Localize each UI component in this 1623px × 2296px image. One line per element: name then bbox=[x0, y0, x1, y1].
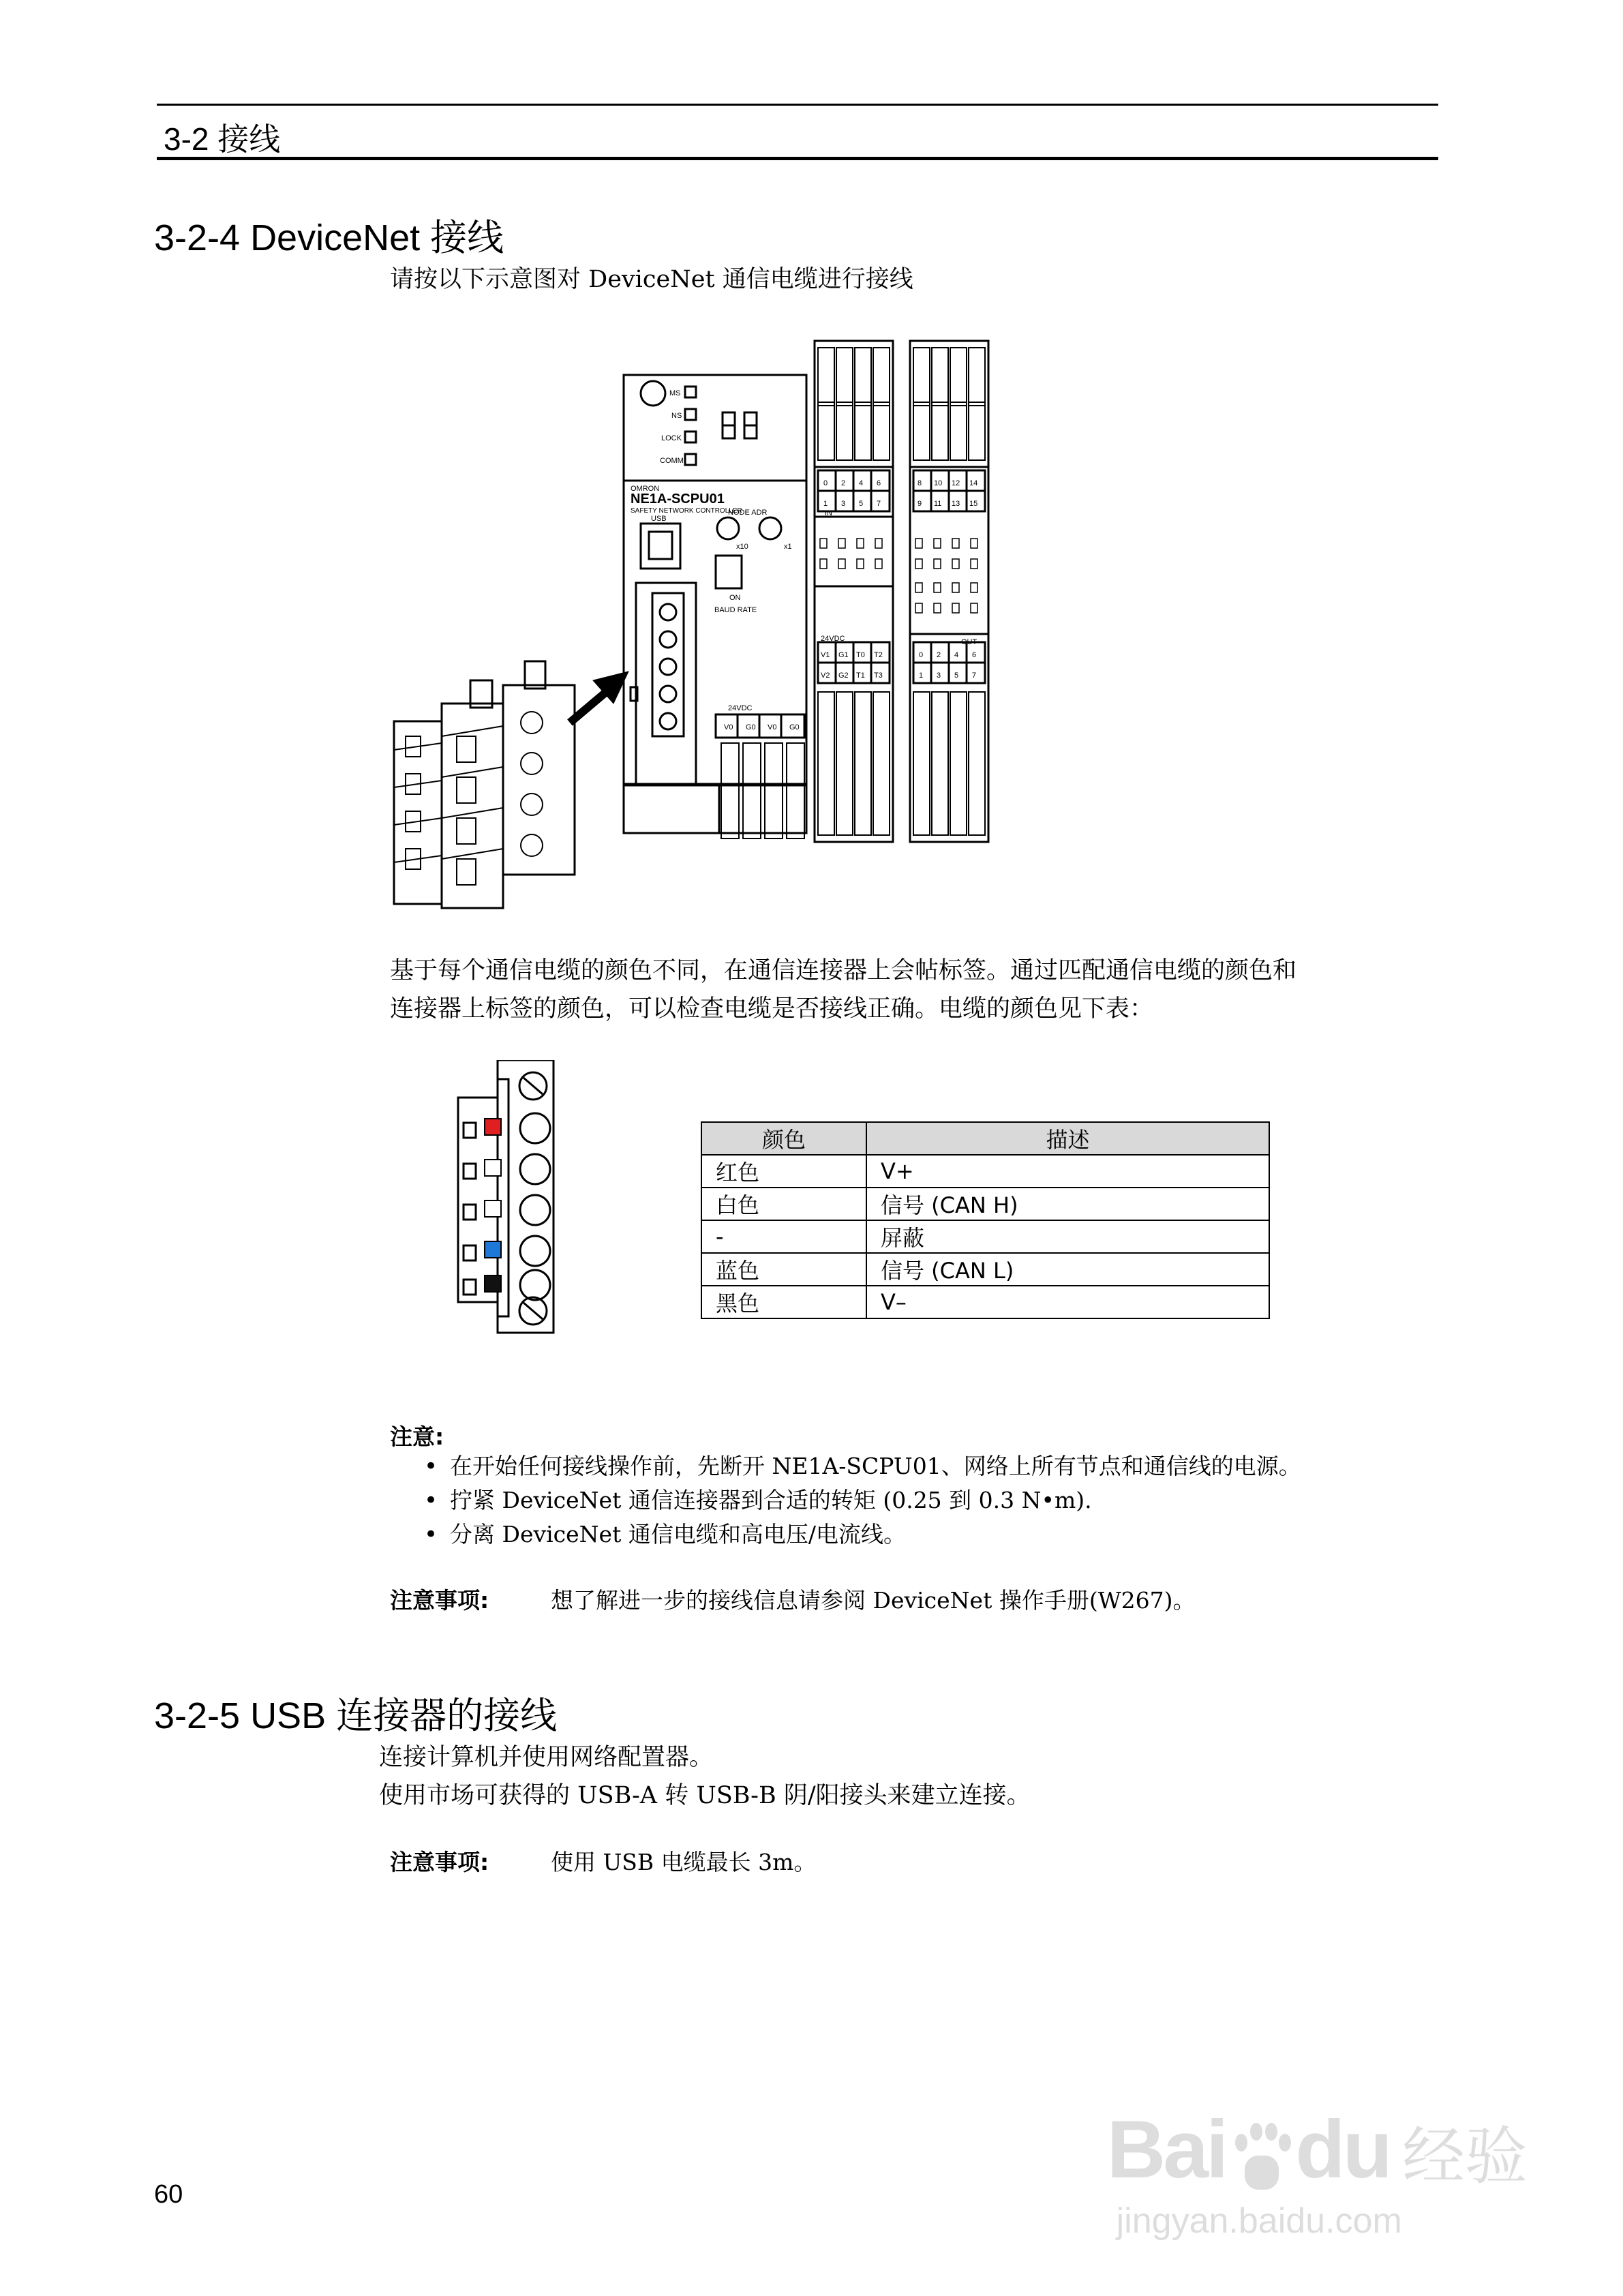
svg-text:NODE ADR: NODE ADR bbox=[728, 509, 768, 517]
svg-text:1: 1 bbox=[919, 671, 924, 680]
connector-color-diagram bbox=[457, 1060, 579, 1340]
swatch-black bbox=[484, 1275, 502, 1293]
caution-label-1: 注意事项: bbox=[390, 1587, 489, 1614]
paragraph-line-1: 基于每个通信电缆的颜色不同，在通信连接器上会帖标签。通过匹配通信电缆的颜色和 bbox=[390, 957, 1297, 984]
svg-text:G0: G0 bbox=[789, 723, 800, 731]
svg-text:NE1A-SCPU01: NE1A-SCPU01 bbox=[631, 492, 725, 507]
svg-text:3: 3 bbox=[841, 500, 846, 508]
svg-text:6: 6 bbox=[877, 479, 881, 487]
svg-text:24VDC: 24VDC bbox=[821, 635, 845, 643]
header-color: 颜色 bbox=[701, 1122, 866, 1155]
swatch-shield bbox=[484, 1200, 502, 1218]
section-heading-3-2-5: 3-2-5 USB 连接器的接线 bbox=[154, 1695, 558, 1736]
usb-line-1: 连接计算机并使用网络配置器。 bbox=[379, 1744, 714, 1771]
svg-text:G0: G0 bbox=[746, 723, 756, 731]
list-item: • 拧紧 DeviceNet 通信连接器到合适的转矩 (0.25 到 0.3 N•m). bbox=[421, 1483, 1444, 1517]
svg-text:NS: NS bbox=[671, 412, 682, 420]
svg-text:SAFETY NETWORK CONTROLLER: SAFETY NETWORK CONTROLLER bbox=[631, 507, 742, 515]
svg-text:0: 0 bbox=[919, 651, 924, 659]
svg-text:9: 9 bbox=[917, 500, 922, 508]
loose-connector bbox=[394, 661, 575, 908]
svg-text:14: 14 bbox=[969, 479, 978, 487]
header-top-rule bbox=[157, 104, 1438, 106]
svg-text:2: 2 bbox=[937, 651, 941, 659]
svg-text:24VDC: 24VDC bbox=[728, 704, 753, 712]
swatch-white bbox=[484, 1159, 502, 1177]
header-description: 描述 bbox=[866, 1122, 1269, 1155]
svg-text:ON: ON bbox=[729, 594, 741, 602]
svg-text:OUT: OUT bbox=[961, 638, 977, 646]
usb-paragraph bbox=[379, 1738, 1031, 1815]
svg-text:G1: G1 bbox=[838, 651, 849, 659]
page-number: 60 bbox=[154, 2180, 183, 2209]
svg-text:4: 4 bbox=[954, 651, 959, 659]
list-item: • 分离 DeviceNet 通信电缆和高电压/电流线。 bbox=[421, 1517, 1444, 1552]
svg-text:G2: G2 bbox=[838, 671, 849, 680]
watermark-brand2: du bbox=[1295, 2104, 1390, 2195]
swatch-red bbox=[484, 1118, 502, 1136]
svg-text:V0: V0 bbox=[724, 723, 733, 731]
color-label-paragraph bbox=[390, 952, 1296, 1028]
svg-text:BAUD RATE: BAUD RATE bbox=[714, 606, 757, 614]
svg-text:OMRON: OMRON bbox=[631, 485, 660, 493]
paw-icon bbox=[1230, 2121, 1291, 2196]
watermark-brand-cn: 经验 bbox=[1401, 2120, 1528, 2193]
svg-text:USB: USB bbox=[651, 515, 667, 523]
svg-text:V1: V1 bbox=[821, 651, 830, 659]
list-item: • 在开始任何接线操作前，先断开 NE1A-SCPU01、网络上所有节点和通信线的电源。 bbox=[421, 1449, 1444, 1483]
svg-text:MS: MS bbox=[669, 389, 681, 397]
baidu-watermark bbox=[1107, 2102, 1528, 2241]
svg-text:V2: V2 bbox=[821, 671, 830, 680]
svg-text:x10: x10 bbox=[736, 543, 748, 551]
table-row: - 屏蔽 bbox=[701, 1220, 1269, 1253]
svg-text:LOCK: LOCK bbox=[661, 434, 682, 442]
caution-text-1: 想了解进一步的接线信息请参阅 DeviceNet 操作手册(W267)。 bbox=[551, 1587, 1196, 1614]
svg-text:8: 8 bbox=[917, 479, 922, 487]
section-heading-3-2-4: 3-2-4 DeviceNet 接线 bbox=[154, 217, 504, 258]
usb-line-2: 使用市场可获得的 USB-A 转 USB-B 阴/阳接头来建立连接。 bbox=[379, 1782, 1031, 1809]
table-row: 白色 信号 (CAN H) bbox=[701, 1188, 1269, 1220]
svg-text:IN: IN bbox=[825, 509, 832, 517]
svg-text:1: 1 bbox=[823, 500, 828, 508]
svg-text:6: 6 bbox=[972, 651, 977, 659]
watermark-brand: Bai bbox=[1106, 2104, 1226, 2195]
svg-text:7: 7 bbox=[972, 671, 977, 680]
svg-text:5: 5 bbox=[859, 500, 864, 508]
notes-list bbox=[421, 1449, 1444, 1552]
svg-text:5: 5 bbox=[954, 671, 959, 680]
caution-text-2: 使用 USB 电缆最长 3m。 bbox=[551, 1849, 817, 1875]
svg-text:7: 7 bbox=[877, 500, 881, 508]
section-header: 3-2 接线 bbox=[164, 121, 281, 157]
svg-text:COMM: COMM bbox=[660, 457, 684, 465]
header-bottom-rule bbox=[157, 157, 1438, 160]
svg-text:13: 13 bbox=[952, 500, 960, 508]
watermark-url: jingyan.baidu.com bbox=[1116, 2201, 1402, 2241]
svg-text:T3: T3 bbox=[874, 671, 883, 680]
controller-diagram bbox=[389, 327, 1077, 927]
svg-text:T2: T2 bbox=[874, 651, 883, 659]
table-row: 黑色 V– bbox=[701, 1286, 1269, 1318]
caution-label-2: 注意事项: bbox=[390, 1849, 489, 1875]
table-row: 蓝色 信号 (CAN L) bbox=[701, 1253, 1269, 1286]
svg-text:T1: T1 bbox=[856, 671, 865, 680]
svg-text:V0: V0 bbox=[768, 723, 777, 731]
svg-text:10: 10 bbox=[934, 479, 943, 487]
svg-text:11: 11 bbox=[934, 500, 942, 508]
svg-text:15: 15 bbox=[969, 500, 978, 508]
table-row: 红色 V+ bbox=[701, 1155, 1269, 1188]
svg-text:3: 3 bbox=[937, 671, 941, 680]
svg-text:12: 12 bbox=[952, 479, 960, 487]
notes-label: 注意: bbox=[390, 1423, 444, 1450]
cable-color-table bbox=[701, 1121, 1270, 1319]
table-header-row bbox=[701, 1122, 1269, 1155]
intro-text: 请按以下示意图对 DeviceNet 通信电缆进行接线 bbox=[390, 266, 913, 293]
svg-text:x1: x1 bbox=[784, 543, 792, 551]
swatch-blue bbox=[484, 1241, 502, 1258]
svg-text:0: 0 bbox=[823, 479, 828, 487]
paragraph-line-2: 连接器上标签的颜色，可以检查电缆是否接线正确。电缆的颜色见下表： bbox=[390, 995, 1154, 1023]
svg-text:2: 2 bbox=[841, 479, 846, 487]
svg-text:T0: T0 bbox=[856, 651, 865, 659]
svg-text:4: 4 bbox=[859, 479, 864, 487]
